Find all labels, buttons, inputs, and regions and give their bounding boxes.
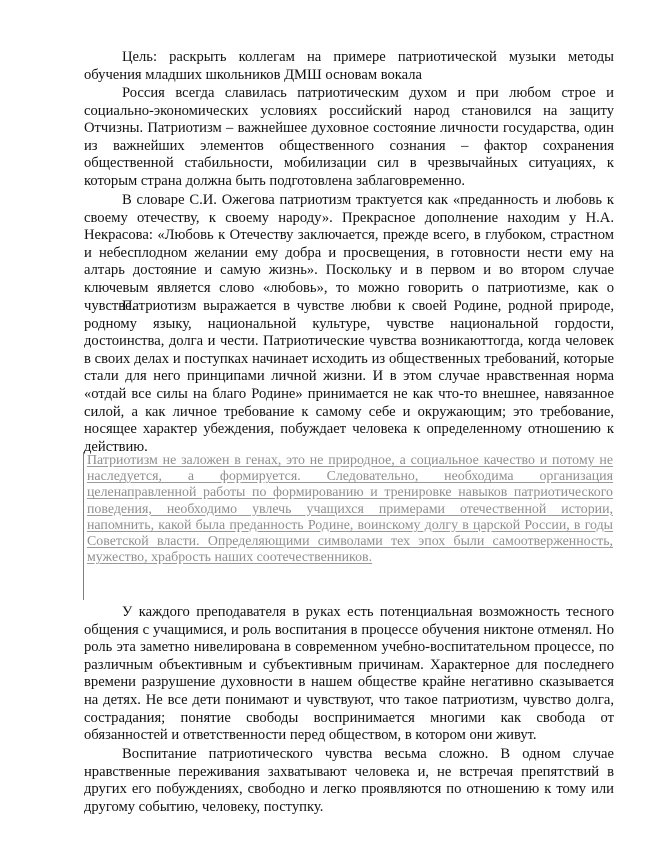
- quote-margin-line: [83, 452, 84, 600]
- paragraph-ozhegov-definition: В словаре С.И. Ожегова патриотизм трактуется как «преданность и любовь к своему отечеству, к своему народу». Прекрасное дополнение находим у Н.А. Некрасова: «Любовь к Отечеству заключается, прежде всего, в глубоком, страстном и небесплодном желании ему добра и просвещения, в готовности нести ему на алтарь достояние и самую жизнь». Поскольку и в первом и во втором случае ключевым является слово «любовь», то можно говорить о патриотизме, как о чувстве.: [84, 192, 614, 314]
- goal-paragraph: Цель: раскрыть коллегам на примере патриотической музыки методы обучения младших школьников ДМШ основам вокала: [84, 49, 614, 83]
- paragraph-upbringing: Воспитание патриотического чувства весьма сложно. В одном случае нравственные переживания захватывают человека и, не встречая препятствий в других его побуждениях, свободно и легко проявляются по отношению к тому или другому событию, человеку, поступку.: [84, 746, 614, 815]
- paragraph-patriotic-spirit: Россия всегда славилась патриотическим духом и при любом строе и социально-экономических условиях российский народ становился на защиту Отчизны. Патриотизм – важнейшее духовное состояние личности государства, один из важнейших элементов общественного сознания – фактор сохранения общественной стабильности, мобилизации сил в чрезвычайных ситуациях, к которым страна должна быть подготовлена заблаговременно.: [84, 85, 614, 189]
- paragraph-patriotism-expression: Патриотизм выражается в чувстве любви к своей Родине, родной природе, родному языку, национальной культуре, чувстве национальной гордости, достоинства, долга и чести. Патриотические чувства возникаюттогда, когда человек в своих делах и поступках начинает исходить из общественных требований, которые стали для него принципами личной жизни. И в этом случае нравственная норма «отдай все силы на благо Родине» принимается не как что-то внешнее, навязанное силой, а как личное требование к самому себе и окружающим; это требование, носящее характер убеждения, побуждает человека к определенному отношению к действию.: [84, 298, 614, 455]
- paragraph-teacher-role: У каждого преподавателя в руках есть потенциальная возможность тесного общения с учащимися, и роль воспитания в процессе обучения никтоне отменял. Но роль эта заметно нивелирована в современном учебно-воспитательном процессе, по различным объективным и субъективным причинам. Характерное для последнего времени разрушение духовности в нашем обществе крайне негативно сказывается на детях. Не все дети понимают и чувствуют, что такое патриотизм, чувство долга, сострадания; понятие свободы воспринимается многими как свобода от обязанностей и ответственности перед обществом, в котором они живут.: [84, 604, 614, 744]
- highlighted-quote-block: Патриотизм не заложен в генах, это не природное, а социальное качество и потому не наследуется, а формируется. Следовательно, необходима организация целенаправленной работы по формированию и тренировке навыков патриотического поведения, необходимо увлечь учащихся примерами отечественной истории, напомнить, какой была преданность Родине, воинскому долгу в царской России, в годы Советской власти. Определяющими символами тех эпох были самоотверженность, мужество, храбрость наших соотечественников.: [87, 453, 613, 566]
